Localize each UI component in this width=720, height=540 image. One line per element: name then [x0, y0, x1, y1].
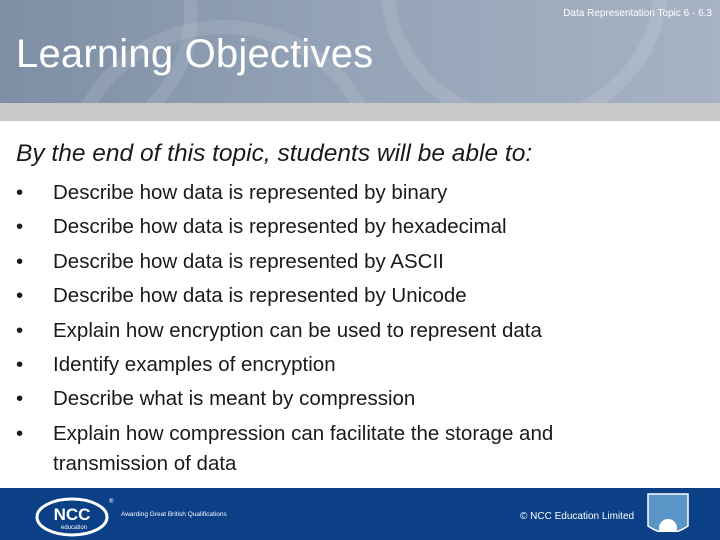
- list-item: [0, 281, 720, 315]
- objectives-list: [0, 178, 720, 475]
- list-item: [0, 350, 720, 384]
- bullet: •: [16, 318, 24, 342]
- page-title: Learning Objectives: [16, 32, 374, 76]
- objective-text: Describe how data is represented by hexadecimal: [53, 215, 507, 239]
- objective-continuation-text: transmission of data: [53, 451, 237, 475]
- bullet: •: [16, 352, 24, 376]
- list-item: [0, 419, 720, 475]
- bullet: •: [16, 421, 24, 445]
- list-item: [0, 247, 720, 281]
- list-item: [0, 384, 720, 418]
- objective-text: Describe what is meant by compression: [53, 387, 416, 411]
- slide-footer: [0, 488, 720, 540]
- list-item: [0, 178, 720, 212]
- objective-text: Describe how data is represented by ASCII: [53, 249, 444, 273]
- objective-text: Describe how data is represented by binary: [53, 181, 448, 204]
- intro-text: By the end of this topic, students will be able to:: [16, 140, 533, 167]
- list-item: [0, 316, 720, 350]
- objective-text: Explain how compression can facilitate the storage and: [53, 421, 554, 445]
- header-divider: [0, 103, 720, 121]
- bullet: •: [16, 284, 24, 308]
- registered-mark: ®: [109, 499, 114, 505]
- tagline: Awarding Great British Qualifications: [121, 511, 227, 518]
- objective-text: Identify examples of encryption: [53, 352, 336, 376]
- copyright-text: © NCC Education Limited: [520, 511, 635, 522]
- objective-text: Explain how encryption can be used to represent data: [53, 318, 542, 342]
- ncc-education-logo: [34, 492, 116, 538]
- shield-badge-icon: [646, 488, 690, 540]
- bullet: •: [16, 181, 24, 204]
- slide-header: [0, 0, 720, 103]
- bullet: •: [16, 387, 24, 411]
- bullet: •: [16, 249, 24, 273]
- logo-sub-text: education: [60, 525, 88, 531]
- bullet: •: [16, 215, 24, 239]
- list-item: [0, 212, 720, 246]
- logo-main-text: NCC: [53, 505, 91, 524]
- topic-label: Data Representation Topic 6 - 6.3: [563, 8, 712, 19]
- objective-text: Describe how data is represented by Unicode: [53, 284, 467, 308]
